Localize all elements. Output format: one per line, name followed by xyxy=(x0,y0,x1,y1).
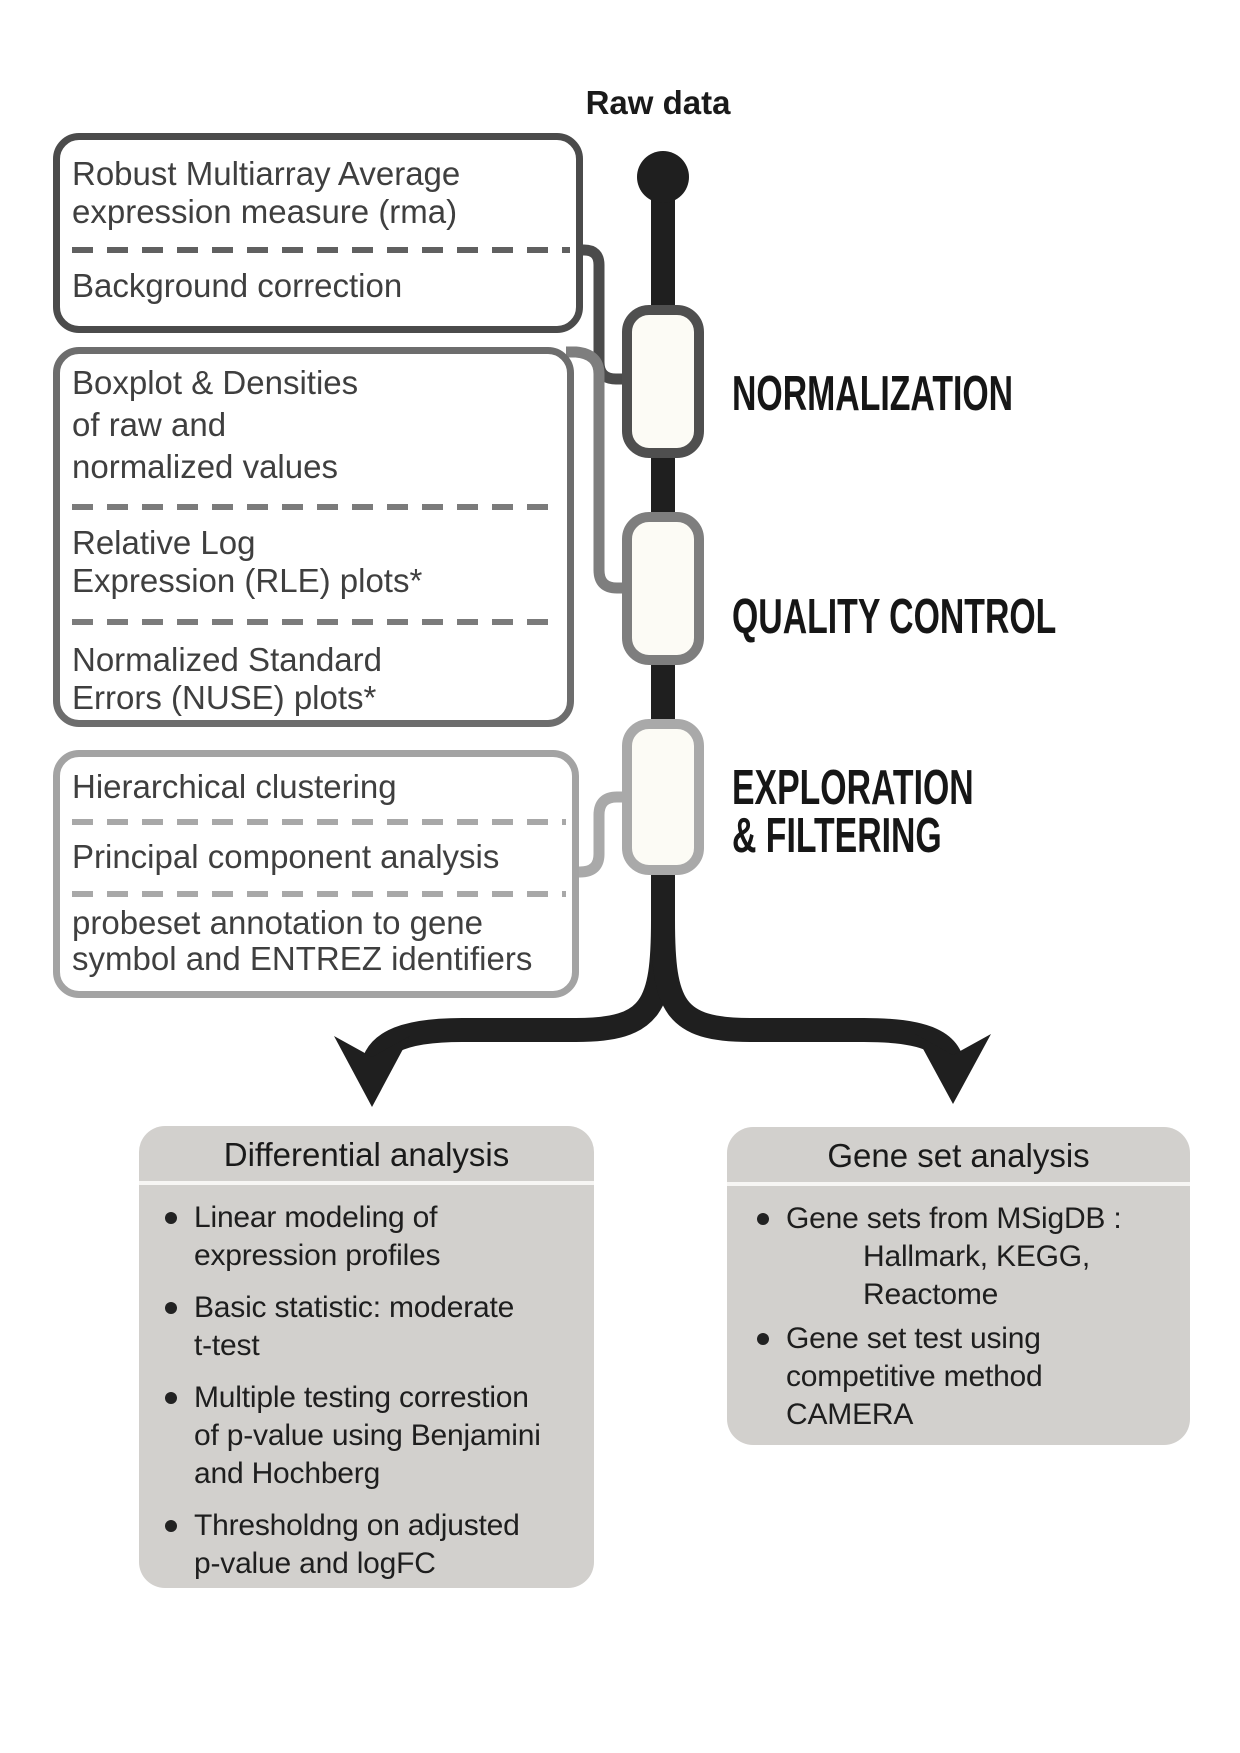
bullet-text xyxy=(786,1200,1122,1314)
toolbox-segment xyxy=(72,839,566,875)
bullet-line: Hallmark, KEGG, xyxy=(863,1240,1091,1273)
toolbox-line: Background correction xyxy=(72,267,403,304)
bullet-icon xyxy=(165,1392,177,1404)
stage-label-line: QUALITY CONTROL xyxy=(732,590,1057,644)
raw-data-label: Raw data xyxy=(585,84,731,121)
dashed-separator xyxy=(72,819,566,825)
toolbox-segment xyxy=(72,140,570,231)
toolbox-segment xyxy=(72,757,566,805)
dashed-separator xyxy=(72,619,561,625)
stage-label-normalization xyxy=(732,367,1014,421)
toolbox-line: probeset annotation to gene xyxy=(72,904,484,941)
panel-title: Gene set analysis xyxy=(827,1137,1090,1174)
bullet-line: and Hochberg xyxy=(194,1457,381,1490)
panel-title: Differential analysis xyxy=(223,1136,510,1173)
bullet-line: Linear modeling of xyxy=(194,1201,438,1234)
toolbox-segment xyxy=(72,267,570,305)
dashed-separator xyxy=(72,247,570,253)
bullet-line: Reactome xyxy=(863,1278,999,1311)
list-item xyxy=(165,1199,586,1275)
bullet-line: Thresholdng on adjusted xyxy=(194,1509,520,1542)
toolbox-line: Hierarchical clustering xyxy=(72,768,397,805)
panel-gene-set-analysis xyxy=(727,1127,1190,1445)
toolbox-line: Expression (RLE) plots* xyxy=(72,562,423,599)
stage-label-line: EXPLORATION xyxy=(732,761,974,815)
toolbox-segment xyxy=(72,354,561,488)
toolbox-segment xyxy=(72,641,561,717)
list-item xyxy=(165,1507,586,1583)
toolbox-line: Robust Multiarray Average xyxy=(72,155,461,192)
stage-node-exploration xyxy=(622,719,704,875)
stage-label-quality-control xyxy=(732,590,1057,644)
list-item xyxy=(757,1320,1184,1434)
bullet-line: t-test xyxy=(194,1329,260,1362)
toolbox-line: Relative Log xyxy=(72,524,256,561)
toolbox-line: expression measure (rma) xyxy=(72,193,458,230)
list-item xyxy=(165,1289,586,1365)
bullet-icon xyxy=(165,1520,177,1532)
raw-data-dot-icon xyxy=(637,151,689,203)
toolbox-segment xyxy=(72,905,566,977)
dashed-separator xyxy=(72,891,566,897)
panel-bullet-list xyxy=(139,1185,594,1583)
toolbox-segment xyxy=(72,524,561,600)
toolbox-line: Normalized Standard xyxy=(72,641,382,678)
bullet-text xyxy=(194,1507,520,1583)
panel-bullet-list xyxy=(727,1186,1190,1434)
bullet-line: p-value and logFC xyxy=(194,1547,436,1580)
toolbox-line: Boxplot & Densities xyxy=(72,364,359,401)
bullet-line: of p-value using Benjamini xyxy=(194,1419,541,1452)
toolbox-line: normalized values xyxy=(72,448,338,485)
bullet-icon xyxy=(165,1212,177,1224)
bullet-line: Multiple testing correstion xyxy=(194,1381,529,1414)
stage-node-normalization xyxy=(622,305,704,458)
bullet-text xyxy=(786,1320,1043,1434)
bullet-line: Basic statistic: moderate xyxy=(194,1291,515,1324)
toolbox-quality-control xyxy=(53,347,574,727)
panel-differential-analysis xyxy=(139,1126,594,1588)
stage-label-line: NORMALIZATION xyxy=(732,367,1014,421)
connector-quality-control xyxy=(566,352,627,588)
bullet-line: competitive method xyxy=(786,1360,1043,1393)
bullet-text xyxy=(194,1199,440,1275)
stage-label-exploration-filtering xyxy=(732,761,974,863)
bullet-icon xyxy=(165,1302,177,1314)
list-item xyxy=(757,1200,1184,1314)
toolbox-line: symbol and ENTREZ identifiers xyxy=(72,940,533,977)
bullet-icon xyxy=(757,1213,769,1225)
toolbox-line: Errors (NUSE) plots* xyxy=(72,679,377,716)
bullet-line: CAMERA xyxy=(786,1398,914,1431)
branch-right-line xyxy=(663,920,953,1072)
stage-node-quality-control xyxy=(622,512,704,665)
stage-label-line: & FILTERING xyxy=(732,809,942,863)
dashed-separator xyxy=(72,504,561,510)
toolbox-normalization xyxy=(53,133,583,333)
bullet-text xyxy=(194,1289,514,1365)
toolbox-line: Principal component analysis xyxy=(72,838,500,875)
bullet-text xyxy=(194,1379,541,1493)
list-item xyxy=(165,1379,586,1493)
toolbox-line: of raw and xyxy=(72,406,227,443)
bullet-line: Gene set test using xyxy=(786,1322,1041,1355)
toolbox-exploration xyxy=(53,750,579,998)
bullet-icon xyxy=(757,1333,769,1345)
bullet-line: expression profiles xyxy=(194,1239,441,1272)
bullet-line: Gene sets from MSigDB : xyxy=(786,1202,1122,1235)
